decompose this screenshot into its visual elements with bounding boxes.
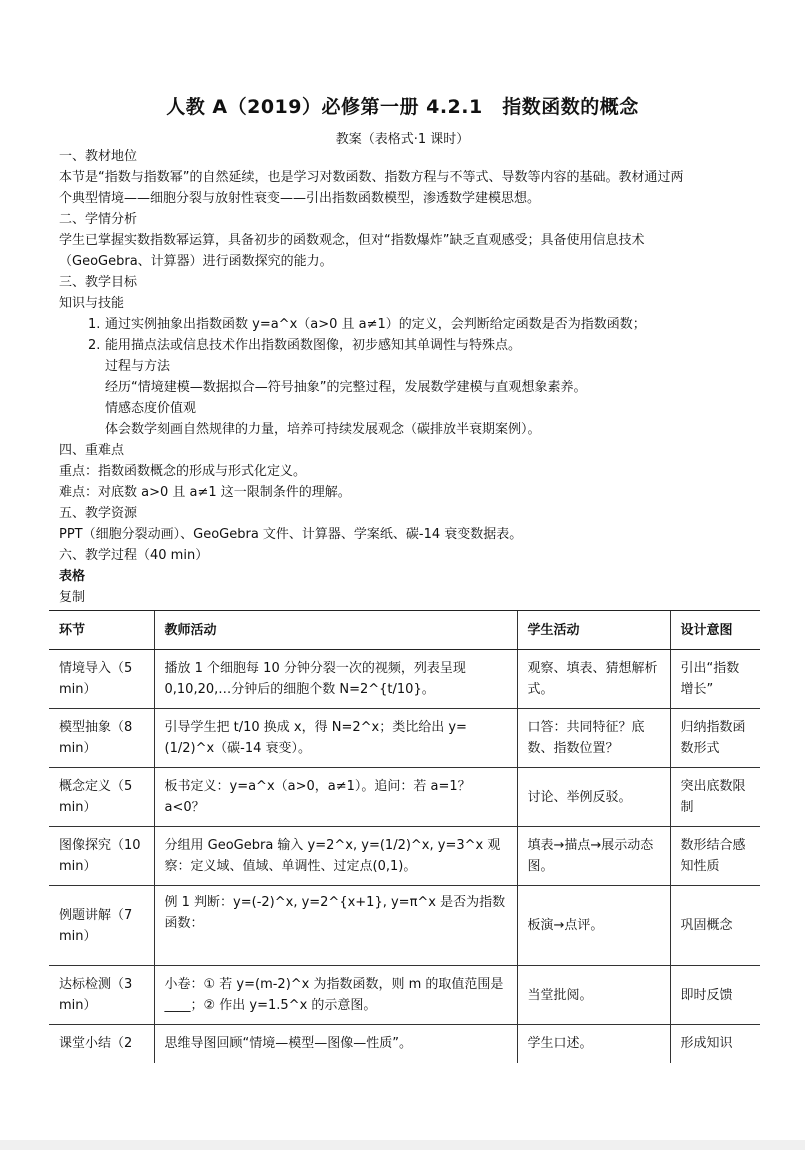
student-activity-cell: 学生口述。 <box>517 1025 670 1063</box>
student-activity-cell: 讨论、举例反驳。 <box>517 768 670 827</box>
section-heading-key-points: 四、重难点 <box>59 443 125 458</box>
student-activity-cell: 填表→描点→展示动态图。 <box>517 827 670 886</box>
stage-cell: 课堂小结（2 <box>59 1036 133 1051</box>
teaching-process-table <box>49 610 760 1063</box>
list-item-text: 能用描点法或信息技术作出指数函数图像，初步感知其单调性与特殊点。 <box>105 338 522 353</box>
intent-cell: 即时反馈 <box>670 966 760 1025</box>
table-row <box>49 1025 760 1063</box>
teacher-activity-cell: 板书定义：y=a^x（a>0，a≠1）。追问：若 a=1？a<0？ <box>154 768 517 827</box>
teacher-activity-cell: 例 1 判断：y=(-2)^x, y=2^{x+1}, y=π^x 是否为指数函数： <box>154 886 517 966</box>
teacher-activity-cell: 播放 1 个细胞每 10 分钟分裂一次的视频，列表呈现 0,10,20,…分钟后的细胞个数 N=2^{t/10}。 <box>154 650 517 709</box>
teacher-activity-cell: 引导学生把 t/10 换成 x，得 N=2^x；类比给出 y=(1/2)^x（碳-14 衰变）。 <box>154 709 517 768</box>
stage-cell: 情境导入（5 min） <box>49 650 154 709</box>
section-heading-students: 二、学情分析 <box>59 212 138 227</box>
student-activity-cell: 当堂批阅。 <box>517 966 670 1025</box>
paragraph-text: 难点：对底数 a>0 且 a≠1 这一限制条件的理解。 <box>59 485 351 500</box>
table-row <box>49 768 760 827</box>
subheading-emotion: 情感态度价值观 <box>105 401 197 416</box>
teacher-activity-cell: 分组用 GeoGebra 输入 y=2^x, y=(1/2)^x, y=3^x 观察：定义域、值域、单调性、过定点(0,1)。 <box>154 827 517 886</box>
paragraph-text: 重点：指数函数概念的形成与形式化定义。 <box>59 464 307 479</box>
intent-cell: 突出底数限制 <box>670 768 760 827</box>
paragraph-text: （GeoGebra、计算器）进行函数探究的能力。 <box>59 254 333 269</box>
intent-cell: 数形结合感知性质 <box>670 827 760 886</box>
student-activity-cell: 观察、填表、猜想解析式。 <box>517 650 670 709</box>
teacher-activity-cell: 小卷：① 若 y=(m-2)^x 为指数函数，则 m 的取值范围是____；② 作出 y=1.5^x 的示意图。 <box>154 966 517 1025</box>
section-heading-resources: 五、教学资源 <box>59 506 138 521</box>
column-header: 学生活动 <box>517 611 670 650</box>
list-number: 2. <box>88 338 101 353</box>
student-activity-cell: 口答：共同特征？底数、指数位置？ <box>517 709 670 768</box>
intent-cell: 形成知识 <box>670 1025 760 1063</box>
document-title: 人教 A（2019）必修第一册 4.2.1 指数函数的概念 <box>166 96 639 118</box>
stage-cell: 模型抽象（8 min） <box>49 709 154 768</box>
table-row <box>49 966 760 1025</box>
column-header: 环节 <box>49 611 154 650</box>
table-row <box>49 650 760 709</box>
paragraph-text: PPT（细胞分裂动画）、GeoGebra 文件、计算器、学案纸、碳-14 衰变数据表。 <box>59 527 523 542</box>
copy-button[interactable]: 复制 <box>59 590 86 605</box>
table-row <box>49 827 760 886</box>
stage-cell: 图像探究（10 min） <box>49 827 154 886</box>
section-heading-goals: 三、教学目标 <box>59 275 138 290</box>
intent-cell: 巩固概念 <box>670 886 760 966</box>
section-heading-position: 一、教材地位 <box>59 149 138 164</box>
paragraph-text: 本节是“指数与指数幂”的自然延续，也是学习对数函数、指数方程与不等式、导数等内容的基础。教材通过两 <box>59 170 684 185</box>
stage-cell: 例题讲解（7 min） <box>49 886 154 966</box>
table-row <box>49 709 760 768</box>
list-item <box>88 315 646 335</box>
section-heading-process: 六、教学过程（40 min） <box>59 548 209 563</box>
subheading-process: 过程与方法 <box>105 359 171 374</box>
subheading-knowledge: 知识与技能 <box>59 296 125 311</box>
list-item <box>88 336 521 356</box>
table-row <box>49 886 760 966</box>
table-label: 表格 <box>59 569 86 584</box>
stage-cell: 达标检测（3 min） <box>49 966 154 1025</box>
paragraph-text: 经历“情境建模—数据拟合—符号抽象”的完整过程，发展数学建模与直观想象素养。 <box>105 380 587 395</box>
paragraph-text: 体会数学刻画自然规律的力量，培养可持续发展观念（碳排放半衰期案例）。 <box>105 422 541 437</box>
list-item-text: 通过实例抽象出指数函数 y=a^x（a>0 且 a≠1）的定义，会判断给定函数是否为指数函数； <box>105 317 646 332</box>
column-header: 设计意图 <box>670 611 760 650</box>
student-activity-cell: 板演→点评。 <box>517 886 670 966</box>
table-header-row <box>49 611 760 650</box>
teacher-activity-cell: 思维导图回顾“情境—模型—图像—性质”。 <box>154 1025 517 1063</box>
stage-cell: 概念定义（5 min） <box>49 768 154 827</box>
column-header: 教师活动 <box>154 611 517 650</box>
list-number: 1. <box>88 317 101 332</box>
intent-cell: 引出“指数增长” <box>670 650 760 709</box>
paragraph-text: 学生已掌握实数指数幂运算，具备初步的函数观念，但对“指数爆炸”缺乏直观感受；具备使用信息技术 <box>59 233 645 248</box>
paragraph-text: 个典型情境——细胞分裂与放射性衰变——引出指数函数模型，渗透数学建模思想。 <box>59 191 541 206</box>
intent-cell: 归纳指数函数形式 <box>670 709 760 768</box>
document-subtitle: 教案（表格式·1 课时） <box>335 132 470 147</box>
